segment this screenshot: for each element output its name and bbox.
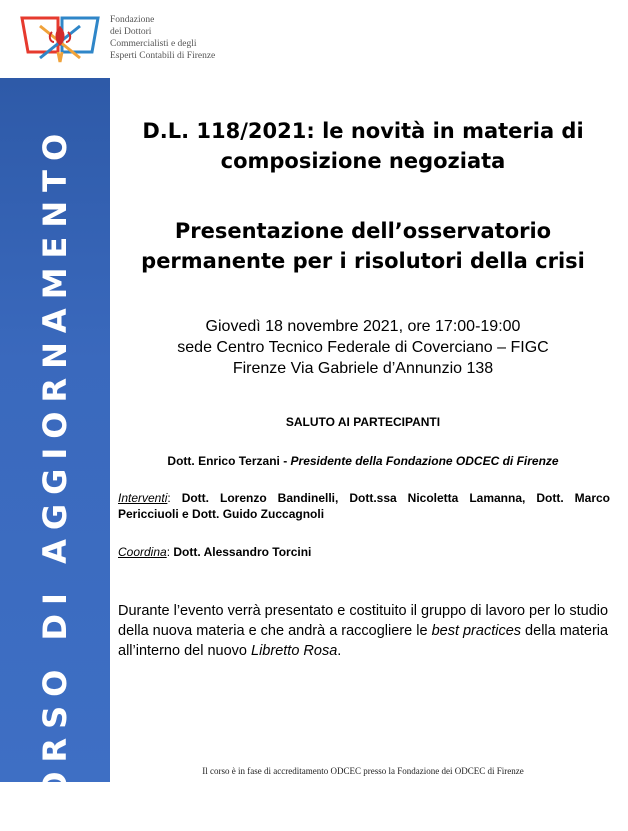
moderator-label: Coordina — [118, 545, 167, 559]
description-text: Durante l’evento verrà presentato e costituito il gruppo di lavoro per lo studio della nuova materia e che andrà a raccogliere le — [118, 603, 609, 639]
president-name: Dott. Enrico Terzani - — [167, 454, 291, 468]
event-date: Giovedì 18 novembre 2021, ore 17:00-19:00 — [205, 318, 521, 335]
logo-line: Fondazione — [110, 15, 155, 25]
course-type-label: CORSO DI AGGIORNAMENTO — [36, 124, 74, 831]
course-sidebar — [0, 78, 110, 831]
event-details — [118, 316, 608, 379]
event-subtitle — [118, 216, 608, 276]
description-text: della materia all’interno del nuovo — [118, 623, 609, 659]
description-emphasis: Libretto Rosa — [251, 643, 338, 659]
description-text: . — [337, 643, 342, 659]
speakers-names: Dott. Lorenzo Bandinelli, Dott.ssa Nicoletta Lamanna, Dott. Marco Pericciuoli e Dott. Guido Zuccagnoli — [118, 491, 610, 521]
event-subtitle-line: Presentazione dell’osservatorio — [174, 219, 552, 243]
logo-line: Esperti Contabili di Firenze — [110, 51, 216, 61]
speakers-paragraph — [118, 490, 610, 522]
logo-line: Commercialisti e degli — [110, 39, 197, 49]
foundation-logo — [18, 8, 228, 68]
logo-text — [110, 14, 215, 62]
event-venue: sede Centro Tecnico Federale di Coverciano – FIGC — [177, 339, 549, 356]
event-subtitle-line: permanente per i risolutori della crisi — [141, 249, 585, 273]
event-address: Firenze Via Gabriele d’Annunzio 138 — [232, 360, 494, 377]
accreditation-footer: Il corso è in fase di accreditamento ODCEC presso la Fondazione dei ODCEC di Firenze — [202, 766, 524, 776]
moderator-paragraph — [118, 544, 610, 560]
description-emphasis: best practices — [431, 623, 522, 639]
logo-emblem-icon — [18, 12, 102, 66]
event-title-line: composizione negoziata — [220, 149, 506, 173]
moderator-separator: : — [166, 545, 174, 559]
speakers-label: Interventi — [118, 491, 168, 505]
greeting-heading: SALUTO AI PARTECIPANTI — [285, 415, 441, 429]
logo-line: dei Dottori — [110, 27, 152, 37]
event-title-line: D.L. 118/2021: le novità in materia di — [142, 119, 584, 143]
president-role: Presidente della Fondazione ODCEC di Firenze — [290, 454, 559, 468]
event-description — [118, 601, 610, 661]
moderator-name: Dott. Alessandro Torcini — [173, 545, 312, 559]
event-title — [118, 116, 608, 176]
speakers-separator: : — [167, 491, 182, 505]
president-line — [118, 454, 608, 468]
